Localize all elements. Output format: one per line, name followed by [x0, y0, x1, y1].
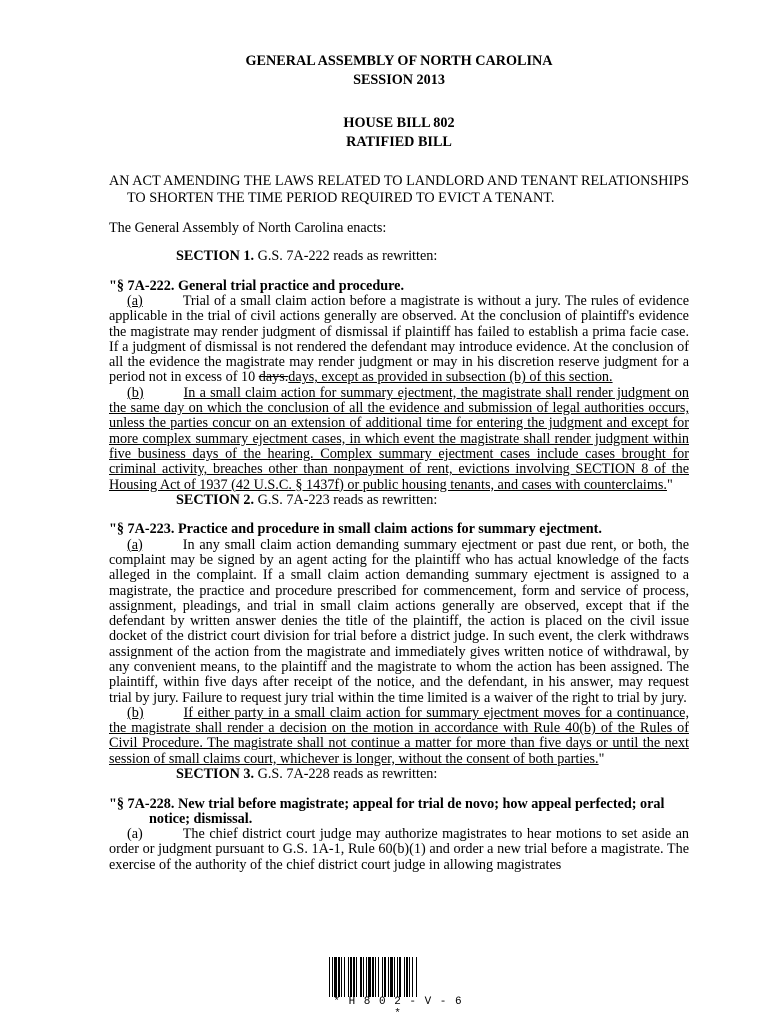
section-2-heading: "§ 7A-223. Practice and procedure in small claim actions for summary ejectment. — [109, 521, 602, 538]
section-3-intro — [109, 767, 689, 782]
barcode-text: * H 8 0 2 - V - 6 * — [333, 996, 463, 1020]
session-title: SESSION 2013 — [353, 72, 445, 88]
section-3-label: SECTION 3. — [176, 766, 255, 783]
section-1-intro-text: G.S. 7A-222 reads as rewritten: — [257, 248, 438, 265]
section-2-subsection-b — [109, 706, 689, 767]
section-1-label: SECTION 1. — [176, 248, 255, 265]
section-3-heading: "§ 7A-228. New trial before magistrate; appeal for trial de novo; how appeal perfected; oral notice; dismissal. — [109, 795, 665, 827]
bill-number: HOUSE BILL 802 — [343, 115, 455, 131]
act-title: AN ACT AMENDING THE LAWS RELATED TO LANDLORD AND TENANT RELATIONSHIPS TO SHORTEN THE TIME PERIOD REQUIRED TO EVICT A TENANT. — [109, 173, 689, 206]
section-2-intro — [109, 493, 689, 508]
barcode-image — [329, 957, 467, 997]
section-1-subsection-b — [109, 386, 689, 493]
subsection-a-label: (a) — [127, 826, 143, 843]
closing-quote: " — [598, 750, 605, 767]
section-2-intro-text: G.S. 7A-223 reads as rewritten: — [257, 491, 438, 508]
bill-header — [109, 52, 689, 90]
closing-quote: " — [666, 476, 673, 493]
bill-page — [109, 52, 689, 873]
enacting-clause: The General Assembly of North Carolina enacts: — [109, 220, 387, 237]
subsection-a-label: (a) — [127, 292, 143, 309]
subsection-a-text: The chief district court judge may authorize magistrates to hear motions to set aside an order or judgment pursuant to G.S. 1A-1, Rule 60(b)(1) and order a new trial before a magistrate. The exercise of the authority of the chief district court judge in allowing magistrates — [109, 826, 689, 873]
assembly-title: GENERAL ASSEMBLY OF NORTH CAROLINA — [245, 53, 553, 69]
struck-text: days. — [258, 369, 289, 386]
section-1-subsection-a — [109, 294, 689, 386]
subsection-b-text: In a small claim action for summary ejectment, the magistrate shall render judgment on the same day on which the conclusion of all the evidence and submission of legal authorities occurs, unless the parties concur on an extension of additional time for entering the judgment and except for more complex summary ejectment cases, in which event the magistrate shall render judgment within five business days of the hearing. Complex summary ejectment cases include cases brought for criminal activity, breaches other than nonpayment of rent, evictions involving SECTION 8 of the Housing Act of 1937 (42 U.S.C. § 1437f) or public housing tenants, and cases with counterclaims. — [109, 384, 689, 493]
subsection-b-label: (b) — [127, 384, 144, 401]
section-2-label: SECTION 2. — [176, 491, 255, 508]
section-1-intro — [109, 249, 689, 264]
section-3-intro-text: G.S. 7A-228 reads as rewritten: — [257, 766, 438, 783]
bill-id — [109, 114, 689, 152]
subsection-a-text: In any small claim action demanding summary ejectment or past due rent, or both, the complaint may be signed by an agent acting for the plaintiff who has actual knowledge of the facts alleged in the complaint. If a small claim action demanding summary ejectment is assigned to a magistrate, the practice and procedure prescribed for commencement, form and service of process, assignment, pleadings, and trial in small claim actions generally are observed, except that if the defendant by written answer denies the title of the plaintiff, the action is placed on the civil issue docket of the district court division for trial before a district judge. In such event, the clerk withdraws assignment of the action from the magistrate and immediately gives written notice of withdrawal, by any convenient means, to the plaintiff and the magistrate to whom the action has been assigned. The plaintiff, within five days after receipt of the notice, and the defendant, in his answer, may request trial by jury. Failure to request jury trial within the time limited is a waiver of the right to trial by jury. — [109, 536, 689, 706]
subsection-a-label: (a) — [127, 536, 143, 553]
subsection-b-text: If either party in a small claim action for summary ejectment moves for a continuance, the magistrate shall render a decision on the motion in accordance with Rule 40(b) of the Rules of Civil Procedure. The magistrate shall not continue a matter for more than five days or until the next session of small claims court, whichever is longer, without the consent of both parties. — [109, 704, 689, 767]
section-3-subsection-a — [109, 827, 689, 873]
inserted-text: days, except as provided in subsection (b) of this section. — [288, 369, 613, 386]
section-1-heading: "§ 7A-222. General trial practice and procedure. — [109, 277, 404, 294]
subsection-b-label: (b) — [127, 704, 144, 721]
bill-status: RATIFIED BILL — [346, 134, 452, 150]
section-2-subsection-a — [109, 538, 689, 706]
subsection-a-text: Trial of a small claim action before a magistrate is without a jury. The rules of evidence applicable in the trial of civil actions generally are observed. At the conclusion of plaintiff's evidence the magistrate may render judgment of dismissal if plaintiff has failed to establish a prima facie case. If a judgment of dismissal is not rendered the defendant may introduce evidence. At the conclusion of all the evidence the magistrate may render judgment or may in his discretion reserve judgment for a period not in excess of 10 — [109, 292, 689, 386]
